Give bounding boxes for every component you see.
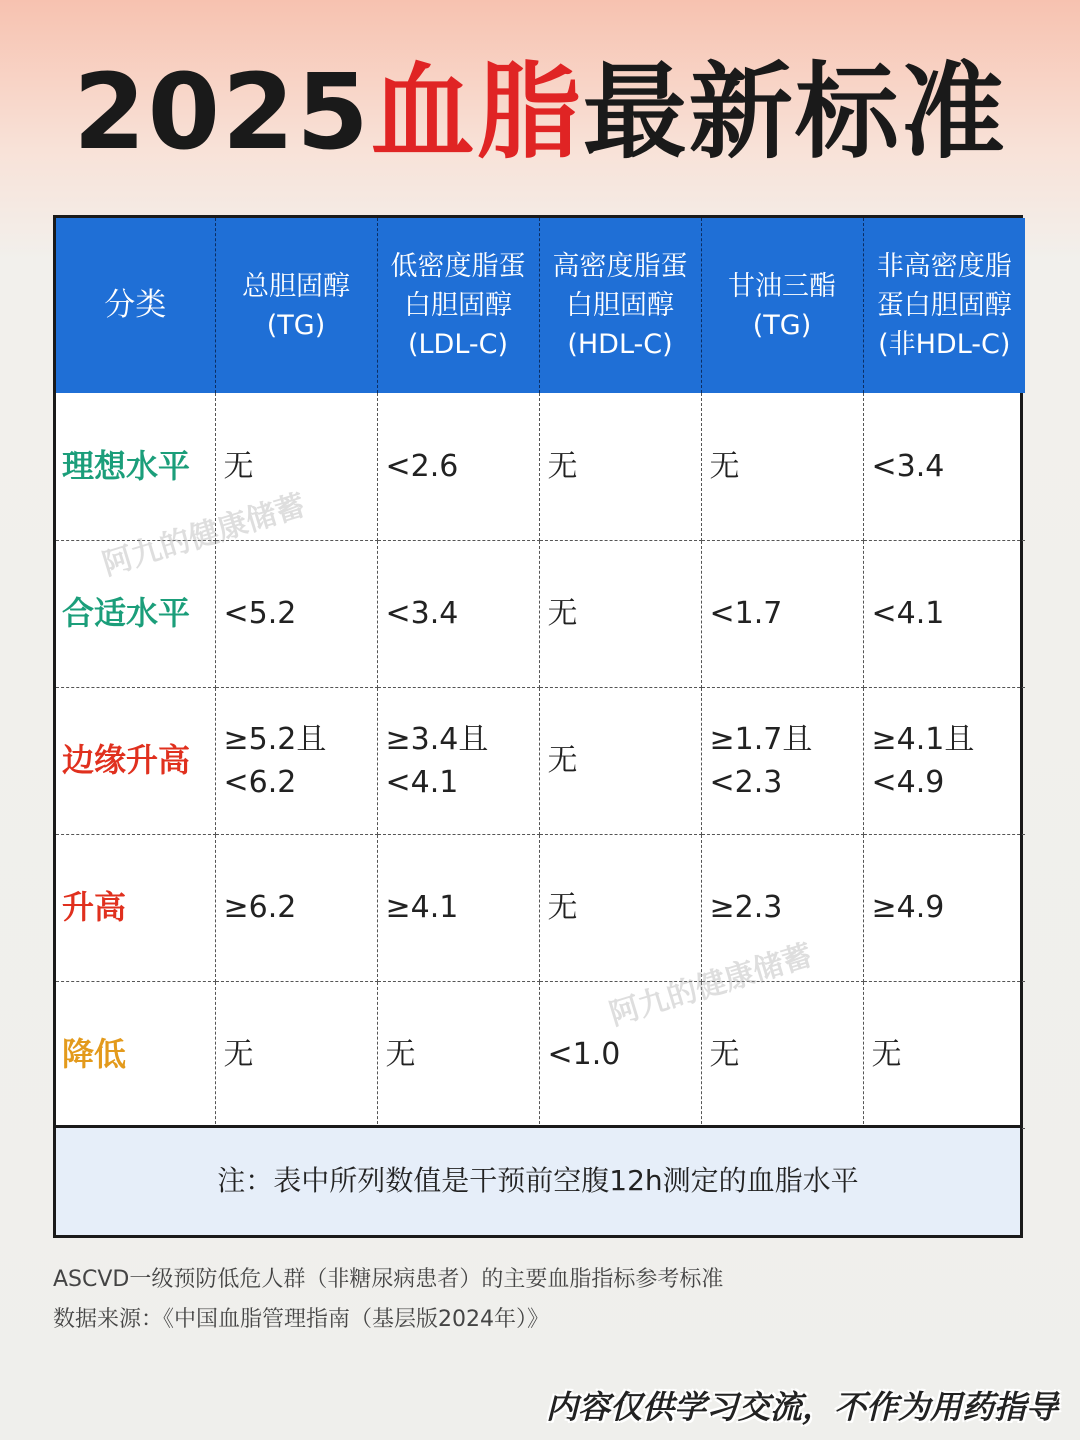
table-cell (215, 687, 377, 834)
table-cell (539, 981, 701, 1128)
header-column (539, 218, 701, 393)
header-line: 分类 (104, 287, 167, 323)
header-line: 白胆固醇 (404, 290, 512, 321)
footnote-source: 数据来源：《中国血脂管理指南（基层版2024年）》 (53, 1307, 549, 1332)
lipid-standards-table (53, 215, 1023, 1238)
cell-value: ≥5.2且 (223, 721, 327, 757)
cell-value: ≥1.7且 (709, 721, 813, 757)
table-row (56, 393, 1025, 540)
cell-value: 无 (223, 448, 254, 484)
cell-value: 无 (547, 890, 578, 925)
title-suffix: 最新标准 (582, 51, 1007, 173)
cell-value: ≥4.1且 (871, 721, 975, 757)
table-cell (377, 393, 539, 540)
table-cell (215, 540, 377, 687)
row-category: 边缘升高 (56, 687, 215, 834)
header-line: 低密度脂蛋 (390, 251, 526, 282)
table-cell (377, 981, 539, 1128)
table-cell (863, 687, 1025, 834)
table-cell (701, 540, 863, 687)
cell-value: 无 (709, 1037, 740, 1072)
header-category (56, 218, 215, 393)
cell-value: <1.0 (547, 1037, 621, 1072)
cell-value: <5.2 (223, 596, 297, 631)
cell-value: 无 (871, 1037, 902, 1072)
header-line: 甘油三酯 (728, 270, 836, 302)
header-line: (LDL-C) (407, 329, 509, 360)
header-line: 总胆固醇 (242, 270, 350, 302)
cell-value: ≥3.4且 (385, 721, 489, 757)
watermark: 阿九的健康储蓄 (605, 937, 817, 1033)
table-cell (701, 393, 863, 540)
row-category: 升高 (56, 834, 215, 981)
cell-value: <6.2 (223, 764, 297, 800)
title-year: 2025 (73, 51, 371, 173)
cell-value: <2.6 (385, 448, 459, 484)
table-note: 注：表中所列数值是干预前空腹12h测定的血脂水平 (56, 1125, 1020, 1235)
table-row (56, 540, 1025, 687)
table-row (56, 981, 1025, 1128)
cell-value: ≥6.2 (223, 890, 297, 925)
header-column (863, 218, 1025, 393)
watermark: 阿九的健康储蓄 (98, 487, 310, 583)
header-line: 白胆固醇 (566, 290, 674, 321)
row-category: 理想水平 (56, 393, 215, 540)
title-highlight: 血脂 (370, 51, 583, 173)
header-line: (HDL-C) (567, 329, 673, 360)
table-cell (863, 981, 1025, 1128)
cell-value: 无 (547, 743, 578, 778)
header-line: 非高密度脂 (876, 251, 1012, 282)
cell-value: <4.1 (385, 764, 459, 800)
cell-value: ≥4.1 (385, 890, 459, 925)
header-column (701, 218, 863, 393)
cell-value: <4.9 (871, 764, 945, 800)
cell-value: 无 (223, 1037, 254, 1072)
cell-value: 无 (709, 448, 740, 484)
table-cell (539, 687, 701, 834)
cell-value: ≥2.3 (709, 890, 783, 925)
table-cell (539, 834, 701, 981)
row-category: 合适水平 (56, 540, 215, 687)
table-cell (215, 981, 377, 1128)
table-cell (863, 393, 1025, 540)
table-cell (539, 540, 701, 687)
cell-value: <2.3 (709, 764, 783, 800)
header-line: 高密度脂蛋 (552, 251, 688, 282)
table-cell (539, 393, 701, 540)
table-row (56, 687, 1025, 834)
cell-value: <3.4 (385, 596, 459, 631)
header-column (215, 218, 377, 393)
cell-value: 无 (547, 596, 578, 631)
header-line: 蛋白胆固醇 (876, 290, 1012, 321)
table-cell (377, 540, 539, 687)
table-cell (863, 834, 1025, 981)
table-cell (215, 834, 377, 981)
cell-value: 无 (547, 448, 578, 484)
cell-value: <1.7 (709, 596, 783, 631)
cell-value: <3.4 (871, 448, 945, 484)
table-cell (863, 540, 1025, 687)
table-row (56, 834, 1025, 981)
cell-value: 无 (385, 1037, 416, 1072)
footnote-scope: ASCVD一级预防低危人群（非糖尿病患者）的主要血脂指标参考标准 (53, 1267, 724, 1292)
table-cell (377, 687, 539, 834)
header-column (377, 218, 539, 393)
page-title (0, 52, 1080, 172)
table-cell (701, 834, 863, 981)
cell-value: <4.1 (871, 596, 945, 631)
row-category: 降低 (56, 981, 215, 1128)
header-line: (TG) (266, 309, 326, 341)
header-line: (非HDL-C) (878, 329, 1011, 360)
table-cell (701, 981, 863, 1128)
table-cell (701, 687, 863, 834)
cell-value: ≥4.9 (871, 890, 945, 925)
table-header-row (56, 218, 1025, 393)
table-cell (377, 834, 539, 981)
table-cell (215, 393, 377, 540)
header-line: (TG) (752, 309, 812, 341)
table-body (56, 393, 1025, 1128)
disclaimer: 内容仅供学习交流，不作为用药指导 (545, 1388, 1058, 1426)
